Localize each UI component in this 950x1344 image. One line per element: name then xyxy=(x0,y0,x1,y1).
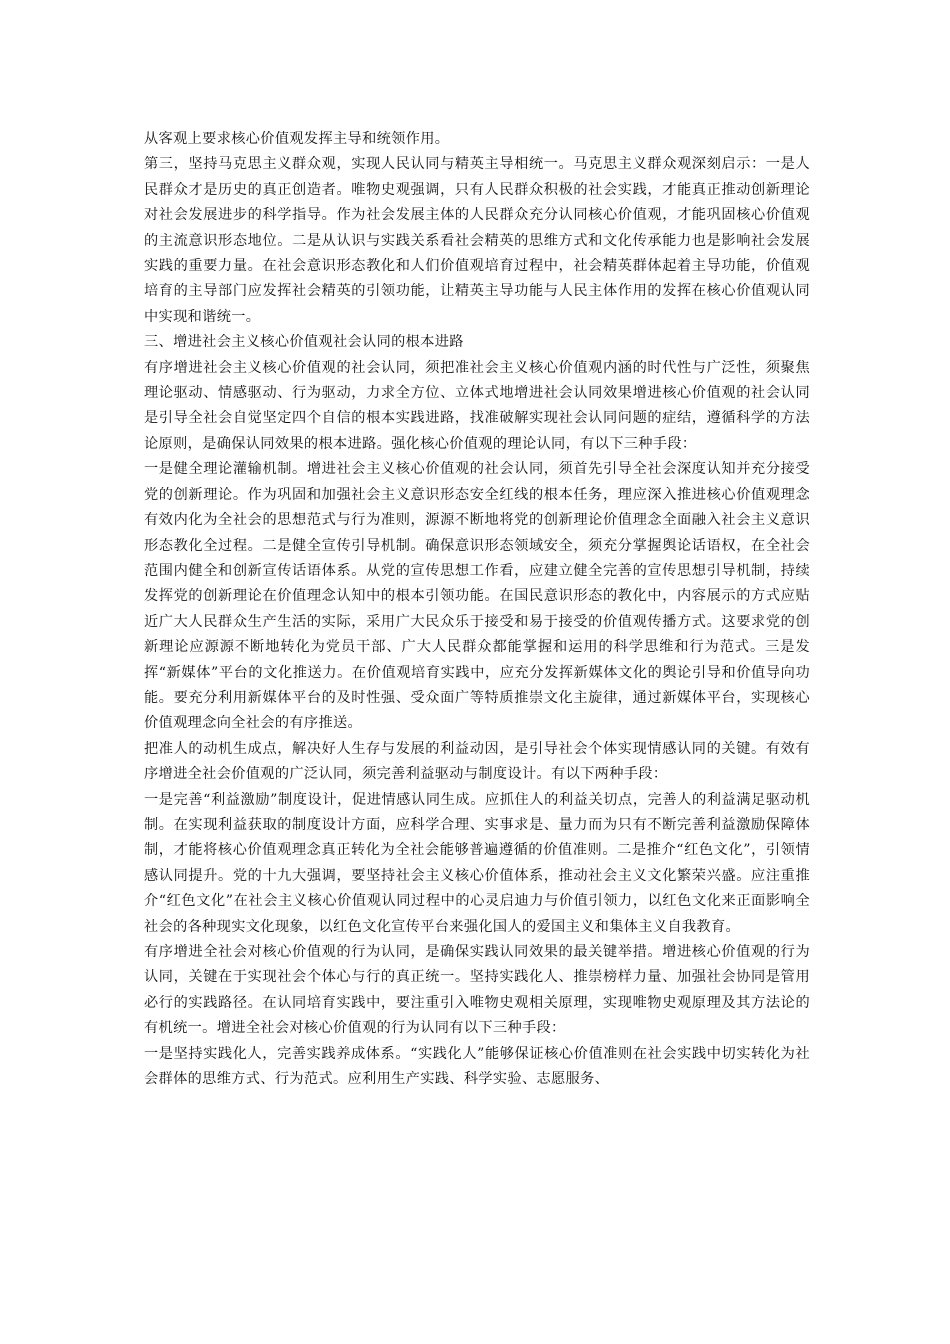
section-heading-3: 三、增进社会主义核心价值观社会认同的根本进路 xyxy=(144,334,464,351)
paragraph-6: 把准人的动机生成点，解决好人生存与发展的利益动因，是引导社会个体实现情感认同的关键。有效有序增进全社会价值观的广泛认同，须完善利益驱动与制度设计。有以下两种手段： xyxy=(144,740,810,783)
paragraph-7: 一是完善“利益激励”制度设计，促进情感认同生成。应抓住人的利益关切点，完善人的利益满足驱动机制。在实现利益获取的制度设计方面，应科学合理、实事求是、量力而为只有不断完善利益激励保障体制，才能将核心价值观理念真正转化为全社会能够普遍遵循的价值准则。二是推介“红色文化”，引领情感认同提升。党的十九大强调，要坚持社会主义核心价值体系，推动社会主义文化繁荣兴盛。应注重推介“红色文化”在社会主义核心价值观认同过程中的心灵启迪力与价值引领力，以红色文化来正面影响全社会的各种现实文化现象，以红色文化宣传平台来强化国人的爱国主义和集体主义自我教育。 xyxy=(144,791,810,935)
paragraph-8: 有序增进全社会对核心价值观的行为认同，是确保实践认同效果的最关键举措。增进核心价值观的行为认同，关键在于实现社会个体心与行的真正统一。坚持实践化人、推崇榜样力量、加强社会协同是管用必行的实践路径。在认同培育实践中，要注重引入唯物史观相关原理，实现唯物史观原理及其方法论的有机统一。增进全社会对核心价值观的行为认同有以下三种手段： xyxy=(144,944,810,1037)
paragraph-1: 从客观上要求核心价值观发挥主导和统领作用。 xyxy=(144,131,450,147)
paragraph-4: 有序增进社会主义核心价值观的社会认同，须把准社会主义核心价值观内涵的时代性与广泛性，须聚焦理论驱动、情感驱动、行为驱动，力求全方位、立体式地增进社会认同效果增进核心价值观的社会认同是引导全社会自觉坚定四个自信的根本实践进路，找准破解实现社会认同问题的症结，遵循科学的方法论原则，是确保认同效果的根本进路。强化核心价值观的理论认同，有以下三种手段： xyxy=(144,359,810,452)
paragraph-2: 第三，坚持马克思主义群众观，实现人民认同与精英主导相统一。马克思主义群众观深刻启示：一是人民群众才是历史的真正创造者。唯物史观强调，只有人民群众积极的社会实践，才能真正推动创新理论对社会发展进步的科学指导。作为社会发展主体的人民群众充分认同核心价值观，才能巩固核心价值观的主流意识形态地位。二是从认识与实践关系看社会精英的思维方式和文化传承能力也是影响社会发展实践的重要力量。在社会意识形态教化和人们价值观培育过程中，社会精英群体起着主导功能，价值观培育的主导部门应发挥社会精英的引领功能，让精英主导功能与人民主体作用的发挥在核心价值观认同中实现和谐统一。 xyxy=(144,156,810,325)
paragraph-9: 一是坚持实践化人，完善实践养成体系。“实践化人”能够保证核心价值准则在社会实践中切实转化为社会群体的思维方式、行为范式。应利用生产实践、科学实验、志愿服务、 xyxy=(144,1045,810,1088)
document-body xyxy=(144,127,810,1092)
paragraph-5: 一是健全理论灌输机制。增进社会主义核心价值观的社会认同，须首先引导全社会深度认知并充分接受党的创新理论。作为巩固和加强社会主义意识形态安全红线的根本任务，理应深入推进核心价值观理念有效内化为全社会的思想范式与行为准则，源源不断地将党的创新理论价值理念全面融入社会主义意识形态教化全过程。二是健全宣传引导机制。确保意识形态领域安全，须充分掌握舆论话语权，在全社会范围内健全和创新宣传话语体系。从党的宣传思想工作看，应建立健全完善的宣传思想引导机制，持续发挥党的创新理论在价值理念认知中的根本引领功能。在国民意识形态的教化中，内容展示的方式应贴近广大人民群众生产生活的实际，采用广大民众乐于接受和易于接受的价值观传播方式。这要求党的创新理论应源源不断地转化为党员干部、广大人民群众都能掌握和运用的科学思维和行为范式。三是发挥“新媒体”平台的文化推送力。在价值观培育实践中，应充分发挥新媒体文化的舆论引导和价值导向功能。要充分利用新媒体平台的及时性强、受众面广等特质推崇文化主旋律，通过新媒体平台，实现核心价值观理念向全社会的有序推送。 xyxy=(144,461,810,732)
